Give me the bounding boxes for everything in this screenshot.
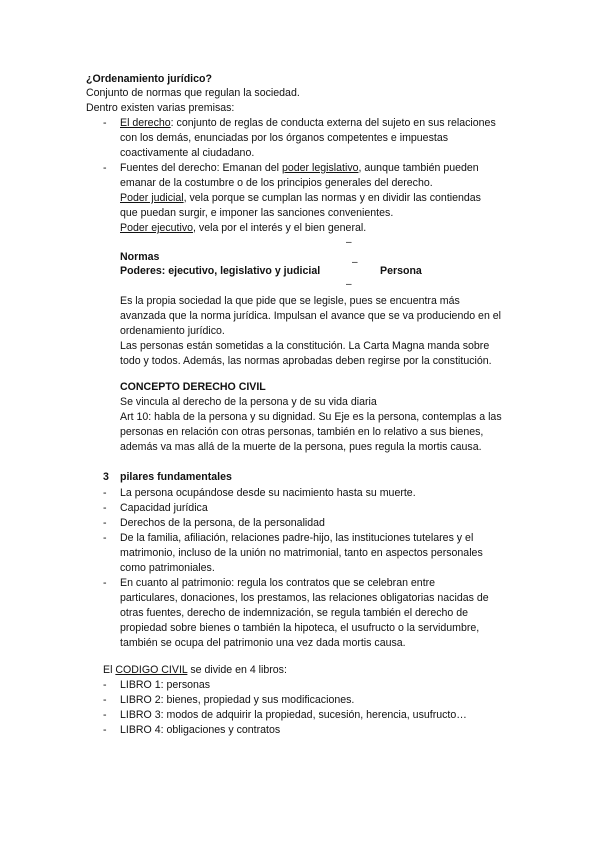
fuentes-line-2: emanar de la costumbre o de los principios generales del derecho. [120, 177, 433, 189]
scheme-mark-middle: – [352, 257, 358, 268]
pilares-number: 3 [103, 471, 109, 483]
pilar-item-cont: también se ocupa del patrimonio una vez dada mortis causa. [120, 637, 406, 649]
pilar-item-cont: como patrimoniales. [120, 562, 215, 574]
bullet-dash: - [103, 709, 107, 721]
libro-item: LIBRO 2: bienes, propiedad y sus modificaciones. [120, 694, 355, 706]
libro-item: LIBRO 3: modos de adquirir la propiedad, sucesión, herencia, usufructo… [120, 709, 467, 721]
bullet-dash: - [103, 517, 107, 529]
civil-line-3: personas en relación con otras personas, también en lo relativo a sus bienes, [120, 426, 484, 438]
derecho-line-1 [120, 116, 496, 130]
scheme-mark-top: – [346, 237, 352, 248]
bullet-dash: - [103, 577, 107, 589]
bullet-dash: - [103, 679, 107, 691]
sociedad-line-4: Las personas están sometidas a la constitución. La Carta Magna manda sobre [120, 340, 490, 352]
poder-legislativo-term: poder legislativo [281, 162, 359, 174]
fuentes-suffix: , aunque también pueden [358, 162, 479, 174]
bullet-dash: - [103, 487, 107, 499]
codigo-civil-term: CODIGO CIVIL [115, 664, 188, 676]
derecho-line-2: con los demás, enunciadas por los órganos competentes e impuestas [120, 132, 449, 144]
poder-ejecutivo-term: Poder ejecutivo [120, 222, 194, 234]
pilar-item-cont: otras fuentes, derecho de indemnización, se regula también el derecho de [120, 607, 469, 619]
civil-line-1: Se vincula al derecho de la persona y de su vida diaria [120, 396, 377, 408]
bullet-dash: - [103, 162, 107, 174]
pilar-item-cont: particulares, donaciones, los prestamos, las relaciones obligatorias nacidas de [120, 592, 489, 604]
judicial-line-2: que puedan surgir, e imponer las sanciones convenientes. [120, 207, 394, 219]
ejecutivo-line [120, 221, 366, 235]
derecho-def: : conjunto de reglas de conducta externa del sujeto en sus relaciones [170, 117, 496, 129]
civil-line-2: Art 10: habla de la persona y su dignidad. Su Eje es la persona, contemplas a las [120, 411, 502, 423]
scheme-normas: Normas [120, 251, 160, 263]
scheme-mark-bottom: – [346, 279, 352, 290]
judicial-desc: , vela porque se cumplan las normas y en dividir las contiendas [183, 192, 481, 204]
fuentes-prefix: Fuentes del derecho: Emanan del [120, 162, 282, 174]
sociedad-line-1: Es la propia sociedad la que pide que se legisle, pues se encuentra más [120, 295, 460, 307]
codigo-intro [103, 663, 287, 677]
scheme-persona: Persona [380, 265, 422, 277]
pilar-item: Derechos de la persona, de la personalidad [120, 517, 325, 529]
codigo-suffix: se divide en 4 libros: [187, 664, 287, 676]
bullet-dash: - [103, 117, 107, 129]
pilar-item: En cuanto al patrimonio: regula los contratos que se celebran entre [120, 577, 436, 589]
bullet-dash: - [103, 694, 107, 706]
bullet-dash: - [103, 532, 107, 544]
judicial-line-1 [120, 191, 481, 205]
poder-judicial-term: Poder judicial [120, 192, 184, 204]
pilar-item-cont: matrimonio, incluso de la unión no matrimonial, tanto en aspectos personales [120, 547, 483, 559]
fuentes-line-1 [120, 161, 479, 175]
premises-intro: Dentro existen varias premisas: [86, 102, 235, 114]
pilar-item-cont: propiedad sobre bienes o también la hipoteca, el usufructo o la servidumbre, [120, 622, 480, 634]
derecho-line-3: coactivamente al ciudadano. [120, 147, 255, 159]
sociedad-line-5: todo y todos. Además, las normas aprobadas deben regirse por la constitución. [120, 355, 492, 367]
ejecutivo-desc: , vela por el interés y el bien general. [193, 222, 367, 234]
derecho-term: El derecho [120, 117, 171, 129]
codigo-prefix: El [103, 664, 116, 676]
civil-heading: CONCEPTO DERECHO CIVIL [120, 381, 266, 393]
pilares-heading: pilares fundamentales [120, 471, 232, 483]
bullet-dash: - [103, 724, 107, 736]
libro-item: LIBRO 1: personas [120, 679, 211, 691]
scheme-poderes: Poderes: ejecutivo, legislativo y judicial [120, 265, 321, 277]
bullet-dash: - [103, 502, 107, 514]
civil-line-4: además va mas allá de la muerte de la persona, pues regula la mortis causa. [120, 441, 482, 453]
libro-item: LIBRO 4: obligaciones y contratos [120, 724, 281, 736]
pilar-item: De la familia, afiliación, relaciones padre-hijo, las instituciones tutelares y el [120, 532, 474, 544]
pilar-item: Capacidad jurídica [120, 502, 208, 514]
page-title: ¿Ordenamiento jurídico? [86, 73, 212, 85]
sociedad-line-3: ordenamiento jurídico. [120, 325, 225, 337]
pilar-item: La persona ocupándose desde su nacimiento hasta su muerte. [120, 487, 416, 499]
definition-text: Conjunto de normas que regulan la sociedad. [86, 87, 300, 99]
sociedad-line-2: avanzada que la norma jurídica. Impulsan el avance que se va produciendo en el [120, 310, 502, 322]
